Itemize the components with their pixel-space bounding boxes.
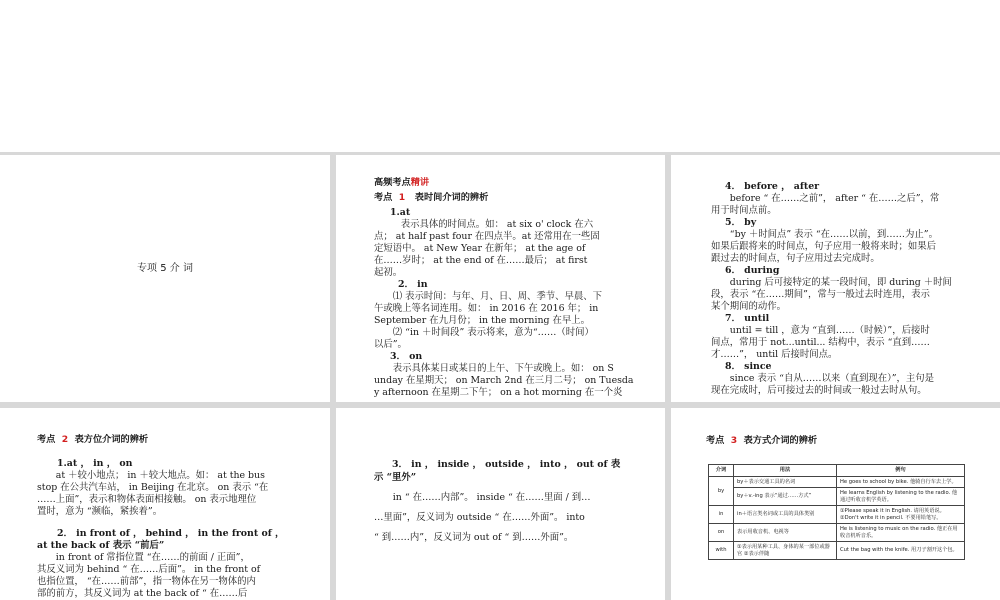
table-header: 用法 (734, 465, 837, 477)
table-row (709, 524, 965, 542)
table-row (709, 506, 965, 524)
subheading-during: 6． during (725, 265, 780, 276)
text-line: “by ＋时间点” 表示 “在……以前，到……为止”。 (729, 229, 938, 240)
text-line: 也指位置， “在……前部”，指一物体在另一物体的内 (37, 576, 256, 587)
slide-page-6[interactable] (671, 408, 1000, 600)
subheading-in: 2． in (398, 279, 428, 290)
kaodian-heading: 考点 2 表方位介词的辨析 (37, 434, 149, 445)
subheading-at: 1.at (390, 207, 411, 218)
text-line: 才……”， until 后接时间点。 (711, 349, 838, 360)
text-line: 表示具体某日或某日的上午、下午或晚上。如： on S (392, 363, 614, 374)
text-line: 某个期间的动作。 (711, 301, 787, 312)
subheading-front-back: 2． in front of ， behind ， in the front of ， (57, 528, 285, 539)
subheading-at-in-on: 1.at ， in ， on (57, 458, 133, 469)
kaodian-heading: 考点 3 表方式介词的辨析 (706, 435, 818, 446)
table-row (709, 476, 965, 488)
text-line: unday 在星期天； on March 2nd 在三月二号； on Tuesda (374, 375, 634, 386)
section-header: 高频考点精讲 (374, 177, 430, 188)
table-header: 介词 (709, 465, 734, 477)
slide-page-1[interactable] (0, 155, 330, 402)
table-cell: Cut the bag with the knife. 用刀子割开这个包。 (837, 542, 965, 560)
kaodian-heading: 考点 1 表时间介词的辨析 (374, 192, 489, 203)
text-line: 跟过去的时间点，句子应用过去完成时。 (711, 253, 880, 264)
subheading-in-out: 3． in ， inside ， outside ， into ， out of 表 (392, 459, 621, 470)
text-line: 午或晚上等名词连用。如： in 2016 在 2016 年； in (374, 303, 599, 314)
text-line: 段，表示 “在……期间”，常与一般过去时连用，表示 (711, 289, 930, 300)
slide-page-3[interactable] (671, 155, 1000, 402)
table-cell: He learns English by listening to the radio. 他通过听收音机学英语。 (837, 488, 965, 506)
text-line: 表示具体的时间点。如： at six o' clock 在六 (400, 219, 594, 230)
table-cell: ①Please speak it in English. 请用英语说。 ②Don't write it in pencil. 不要用铅笔写。 (837, 506, 965, 524)
text-line: stop 在公共汽车站， in Beijing 在北京。 on 表示 “在 (37, 482, 269, 493)
text-line: ⑵ “in ＋时间段” 表示将来，意为“……（时间） (392, 327, 594, 338)
text-line: 其反义词为 behind “ 在……后面”。 in the front of (37, 564, 261, 575)
text-line: since 表示 “自从……以来（直到现在）”，主句是 (729, 373, 935, 384)
text-line: 部的前方，其反义词为 at the back of “ 在……后 (37, 588, 248, 599)
table-cell: by (709, 476, 734, 506)
text-line: 间点，常用于 not...until... 结构中，表示 “直到…… (711, 337, 930, 348)
text-line: “ 到……内”，反义词为 out of “ 到……外面”。 (374, 532, 574, 543)
text-line: in front of 常指位置 “在……的前面 / 正面”， (55, 552, 250, 563)
table-cell: He goes to school by bike. 他骑自行车去上学。 (837, 476, 965, 488)
subheading-by: 5． by (725, 217, 757, 228)
text-line: ⑴ 表示时间：与年、月、日、周、季节、早晨、下 (392, 291, 603, 302)
table-cell: by＋表示交通工具的名词 (734, 476, 837, 488)
subheading-in-out-cont: 示 “里外” (374, 472, 417, 483)
text-line: during 后可接特定的某一段时间，即 during ＋时间 (729, 277, 952, 288)
text-line: at ＋较小地点； in ＋较大地点。如： at the bus (55, 470, 265, 481)
text-line: ……上面”，表示和物体表面相接触。 on 表示地理位 (37, 494, 257, 505)
table-cell: on (709, 524, 734, 542)
table-header-row (709, 465, 965, 477)
text-line: 用于时间点前。 (711, 205, 777, 216)
text-line: September 在九月份； in the morning 在早上。 (374, 315, 590, 326)
subheading-until: 7． until (725, 313, 770, 324)
slide-page-5[interactable] (336, 408, 665, 600)
text-line: 点； at half past four 在四点半。at 还常用在一些固 (374, 231, 600, 242)
slide-page-4[interactable] (0, 408, 330, 600)
table-header: 例句 (837, 465, 965, 477)
subheading-before-after: 4． before ， after (725, 181, 820, 192)
table-cell: 表示用收音机、电视等 (734, 524, 837, 542)
text-line: before “ 在……之前”， after “ 在……之后”，常 (729, 193, 940, 204)
table-cell: in＋语言类名词或工具的具体类别 (734, 506, 837, 524)
table-row (709, 488, 965, 506)
text-line: until = till ，意为 “直到……（时候）”，后接时 (729, 325, 930, 336)
text-line: 以后”。 (374, 339, 407, 350)
table-cell: ①表示用某种工具、身体的某一部位或器官 ②表示伴随 (734, 542, 837, 560)
table-cell: by＋v.-ing 表示“通过……方式” (734, 488, 837, 506)
subheading-on: 3． on (390, 351, 423, 362)
table-cell: He is listening to music on the radio. 他正在用收音机听音乐。 (837, 524, 965, 542)
slide-page-2[interactable] (336, 155, 665, 402)
text-line: 现在完成时，后可接过去的时间或一般过去时从句。 (711, 385, 927, 396)
subheading-since: 8． since (725, 361, 772, 372)
text-line: in “ 在……内部”。 inside “ 在……里面 / 到… (392, 492, 591, 503)
text-line: 定短语中。 at New Year 在新年； at the age of (374, 243, 586, 254)
subheading-front-back-cont: at the back of 表示 “前后” (37, 540, 165, 551)
text-line: 如果后跟将来的时间点，句子应用一般将来时；如果后 (711, 241, 937, 252)
table-cell: with (709, 542, 734, 560)
table-cell: in (709, 506, 734, 524)
text-line: …里面”，反义词为 outside “ 在……外面”。 into (374, 512, 585, 523)
text-line: 起初。 (374, 267, 403, 278)
table-row (709, 542, 965, 560)
text-line: y afternoon 在星期二下午； on a hot morning 在一个炎 (374, 387, 623, 398)
text-line: 在……岁时； at the end of 在……最后； at first (374, 255, 588, 266)
text-line: 置时，意为 “濒临，紧挨着”。 (37, 506, 163, 517)
topic-title: 专项 5 介 词 (137, 263, 193, 274)
preposition-table (708, 464, 965, 560)
